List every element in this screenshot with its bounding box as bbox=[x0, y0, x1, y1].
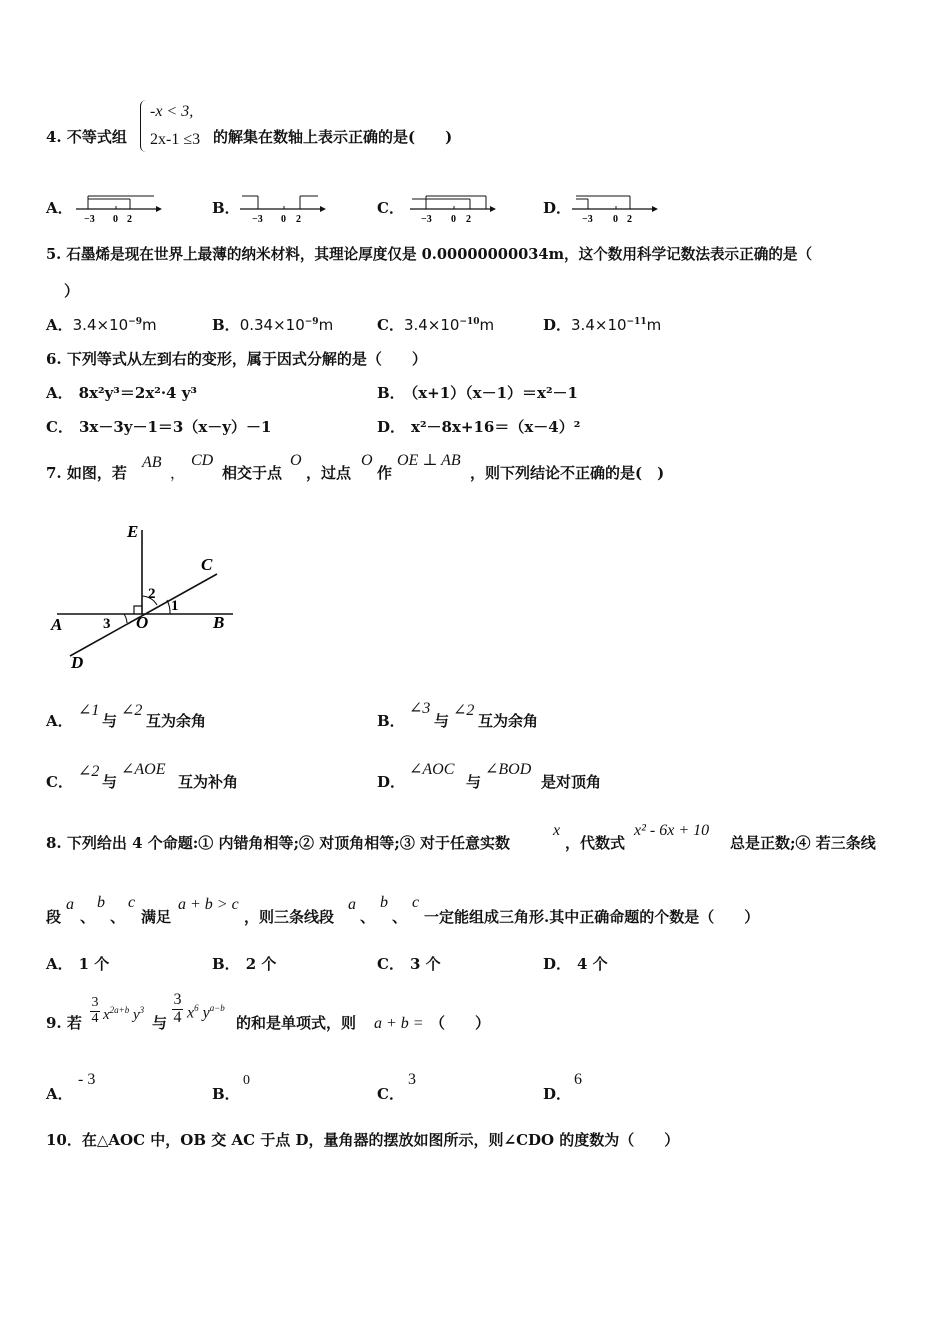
q8-ineq: a + b > c bbox=[178, 896, 239, 913]
q7-option-a-m2: ∠2 bbox=[121, 702, 143, 719]
q4-option-b-label[interactable]: B． bbox=[212, 199, 240, 217]
q9-term2-x: x bbox=[187, 1004, 195, 1022]
q9-option-c-value: 3 bbox=[408, 1071, 416, 1088]
q8-line1-a: 8. 下列给出 4 个命题:① 内错角相等;② 对顶角相等;③ 对于任意实数 bbox=[46, 834, 511, 852]
q8-option-a[interactable] bbox=[46, 957, 109, 972]
q7-option-c-end: 互为补角 bbox=[178, 773, 239, 791]
q7-stem-part4: 作 bbox=[377, 464, 393, 482]
q9-f2-den: 4 bbox=[173, 1008, 182, 1026]
q8-sep4: 、 bbox=[392, 908, 408, 926]
q4-system-line1: -x < 3, bbox=[150, 103, 194, 120]
q4c-tick-neg3: −3 bbox=[421, 214, 432, 225]
q7-option-d-end: 是对顶角 bbox=[541, 773, 602, 791]
q8-option-d-label: D． bbox=[543, 955, 572, 973]
q7-option-a-label[interactable]: A． bbox=[46, 712, 73, 730]
q5-option-a-unit: m bbox=[141, 316, 157, 334]
q8-option-c-label: C． bbox=[377, 955, 404, 973]
q9-stem-part3: （ ） bbox=[430, 1014, 491, 1032]
q7-figure bbox=[45, 518, 245, 678]
q8-option-d-text: 4 个 bbox=[577, 955, 608, 973]
q5-option-b-exp: −9 bbox=[304, 317, 319, 327]
q9-option-b-label[interactable]: B． bbox=[212, 1085, 240, 1103]
q9-option-a-value: - 3 bbox=[78, 1071, 96, 1088]
q9-option-d-label[interactable]: D． bbox=[543, 1085, 572, 1103]
q7-cd: CD bbox=[191, 452, 214, 469]
q5-option-a-coef: 3.4×10 bbox=[72, 316, 129, 334]
q7-option-c-mid: 与 bbox=[102, 773, 118, 791]
q6-option-c-label: C． bbox=[46, 418, 73, 436]
q9-stem-part1: 9. 若 bbox=[46, 1014, 82, 1032]
q9-term2-y: y bbox=[202, 1004, 210, 1022]
q6-option-a-text: 8x²y³＝2x²·4 y³ bbox=[78, 384, 197, 402]
q4-option-a-numberline[interactable] bbox=[74, 190, 174, 226]
q4d-tick-2: 2 bbox=[627, 214, 632, 225]
q8-sep1: 、 bbox=[80, 908, 96, 926]
q4a-tick-0: 0 bbox=[113, 214, 118, 225]
q9-term2 bbox=[187, 1004, 225, 1021]
q4b-tick-2: 2 bbox=[296, 214, 301, 225]
q7-option-b-m2: ∠2 bbox=[453, 702, 475, 719]
q7-stem-part5: ，则下列结论不正确的是( ) bbox=[470, 464, 665, 482]
label-d: D bbox=[71, 653, 84, 672]
q5-option-d-unit: m bbox=[646, 316, 662, 334]
q8-sep3: 、 bbox=[360, 908, 376, 926]
q6-option-b-text: （x+1）（x－1）＝x²－1 bbox=[410, 384, 578, 402]
q4-option-b-numberline[interactable] bbox=[238, 190, 338, 226]
q5-option-d-coef: 3.4×10 bbox=[571, 316, 627, 334]
q7-oe-perp-ab: OE ⊥ AB bbox=[397, 452, 461, 469]
q8-var-b2: b bbox=[380, 894, 388, 911]
q8-var-a2: a bbox=[348, 896, 356, 913]
q9-fraction-2 bbox=[172, 992, 183, 1027]
q4-system-brace bbox=[140, 100, 149, 152]
q8-option-b-label: B． bbox=[212, 955, 240, 973]
q7-option-b-m1: ∠3 bbox=[409, 700, 431, 717]
q9-option-d-value: 6 bbox=[574, 1071, 582, 1088]
q9-option-a-label[interactable]: A． bbox=[46, 1085, 73, 1103]
q9-option-c-label[interactable]: C． bbox=[377, 1085, 404, 1103]
q7-option-b-end: 互为余角 bbox=[478, 712, 539, 730]
q8-option-a-label: A． bbox=[46, 955, 73, 973]
label-1: 1 bbox=[171, 598, 179, 614]
q8-line2-b: 满足 bbox=[141, 908, 172, 926]
q9-f2-num: 3 bbox=[173, 991, 182, 1008]
q7-option-a-end: 互为余角 bbox=[146, 712, 207, 730]
q7-option-b-mid: 与 bbox=[434, 712, 450, 730]
label-c: C bbox=[201, 555, 213, 574]
label-2: 2 bbox=[148, 586, 156, 602]
label-e: E bbox=[127, 522, 139, 541]
q6-option-d-label: D． bbox=[377, 418, 406, 436]
q5-option-b-label: B． bbox=[212, 316, 240, 334]
q5-option-b-unit: m bbox=[318, 316, 334, 334]
q8-line1-b: ，代数式 bbox=[565, 834, 626, 852]
q9-f1-num: 3 bbox=[91, 995, 99, 1010]
q9-term2-xexp: 6 bbox=[194, 1003, 199, 1013]
q7-option-c-m1: ∠2 bbox=[78, 763, 100, 780]
q6-option-d[interactable] bbox=[377, 420, 580, 435]
q8-option-b-text: 2 个 bbox=[245, 955, 277, 973]
q9-term1-y: y bbox=[133, 1007, 140, 1023]
angle-3-arc bbox=[124, 614, 127, 623]
q4c-tick-0: 0 bbox=[451, 214, 456, 225]
q5-option-c-label: C． bbox=[377, 316, 404, 334]
q6-option-c[interactable] bbox=[46, 420, 271, 435]
q4-option-a-label[interactable]: A． bbox=[46, 199, 73, 217]
q5-option-c-coef: 3.4×10 bbox=[403, 316, 460, 334]
q10-stem: 10．在△AOC 中，OB 交 AC 于点 D，量角器的摆放如图所示，则∠CDO 的度数为（ ） bbox=[46, 1131, 680, 1149]
q8-option-d[interactable] bbox=[543, 957, 608, 972]
q5-option-b-coef: 0.34×10 bbox=[239, 316, 305, 334]
q6-option-b[interactable] bbox=[377, 386, 578, 401]
q4a-tick-2: 2 bbox=[127, 214, 132, 225]
q7-option-d-m1: ∠AOC bbox=[409, 761, 455, 778]
q4-option-c-numberline[interactable] bbox=[408, 190, 508, 226]
q4b-tick-neg3: −3 bbox=[252, 214, 263, 225]
q5-option-a-exp: −9 bbox=[128, 317, 142, 327]
q7-option-a-m1: ∠1 bbox=[78, 702, 100, 719]
q9-mid: 与 bbox=[152, 1014, 168, 1032]
q5-option-c-exp: −10 bbox=[459, 317, 480, 327]
q7-ab: AB bbox=[142, 454, 162, 471]
q7-stem-part2: 相交于点 bbox=[222, 464, 283, 482]
q8-line2-c: ，则三条线段 bbox=[244, 908, 335, 926]
q5-stem-end: ） bbox=[64, 282, 80, 300]
q4-system-line2: 2x-1 ≤3 bbox=[150, 131, 201, 148]
q7-stem-part3: ，过点 bbox=[306, 464, 352, 482]
q4d-tick-0: 0 bbox=[613, 214, 618, 225]
q9-term2-yexp: a−b bbox=[209, 1003, 225, 1013]
label-3: 3 bbox=[103, 616, 111, 632]
q7-option-d-label[interactable]: D． bbox=[377, 773, 406, 791]
q9-term1 bbox=[103, 1006, 144, 1023]
q5-option-d[interactable] bbox=[543, 318, 661, 333]
q4-option-d-numberline[interactable] bbox=[570, 190, 670, 226]
q4-option-d-label[interactable]: D． bbox=[543, 199, 572, 217]
q6-option-a[interactable] bbox=[46, 386, 197, 401]
angle-1-arc bbox=[167, 600, 170, 614]
q8-var-b: b bbox=[97, 894, 105, 911]
q9-term1-xexp: 2a+b bbox=[109, 1005, 130, 1015]
q7-option-c-label[interactable]: C． bbox=[46, 773, 73, 791]
q4-stem-prefix: 4. 不等式组 bbox=[46, 128, 127, 146]
q4c-tick-2: 2 bbox=[466, 214, 471, 225]
q4-stem-suffix: 的解集在数轴上表示正确的是( ) bbox=[213, 128, 453, 146]
q9-option-b-value: 0 bbox=[243, 1073, 250, 1088]
label-a: A bbox=[51, 615, 63, 634]
q9-expr: a + b = bbox=[374, 1015, 424, 1032]
q8-sep2: 、 bbox=[110, 908, 126, 926]
q8-line2-a: 段 bbox=[46, 908, 62, 926]
q4a-tick-neg3: −3 bbox=[84, 214, 95, 225]
q7-comma: ， bbox=[170, 464, 186, 482]
q5-option-d-exp: −11 bbox=[626, 317, 647, 327]
label-b: B bbox=[213, 613, 225, 632]
q9-fraction-1 bbox=[90, 996, 100, 1026]
q9-term1-x: x bbox=[103, 1007, 110, 1023]
q7-stem-part1: 7. 如图，若 bbox=[46, 464, 127, 482]
q5-option-c-unit: m bbox=[479, 316, 495, 334]
q6-option-d-text: x²－8x+16＝（x－4）² bbox=[411, 418, 581, 436]
q7-option-c-m2: ∠AOE bbox=[121, 761, 166, 778]
q6-option-c-text: 3x－3y－1＝3（x－y）－1 bbox=[78, 418, 272, 436]
q7-point-o1: O bbox=[290, 452, 302, 469]
q8-option-c-text: 3 个 bbox=[409, 955, 441, 973]
q7-option-a-mid: 与 bbox=[102, 712, 118, 730]
q5-stem: 5. 石墨烯是现在世界上最薄的纳米材料，其理论厚度仅是 0.00000000034m，这个数用科学记数法表示正确的是（ bbox=[46, 246, 813, 263]
q5-option-b[interactable] bbox=[212, 318, 333, 333]
q8-line2-d: 一定能组成三角形.其中正确命题的个数是（ ） bbox=[424, 908, 760, 926]
q8-expr: x² - 6x + 10 bbox=[634, 822, 710, 839]
q4-option-c-label[interactable]: C． bbox=[377, 199, 404, 217]
q5-option-a-label: A． bbox=[46, 316, 73, 334]
q8-option-b[interactable] bbox=[212, 957, 276, 972]
q6-option-a-label: A． bbox=[46, 384, 73, 402]
q7-option-b-label[interactable]: B． bbox=[377, 712, 405, 730]
q5-option-c[interactable] bbox=[377, 318, 494, 333]
q8-x: x bbox=[553, 822, 561, 839]
q9-term1-yexp: 3 bbox=[139, 1005, 145, 1015]
q8-line1-c: 总是正数;④ 若三条线 bbox=[730, 834, 876, 852]
q8-var-a: a bbox=[66, 896, 74, 913]
q8-var-c: c bbox=[128, 894, 136, 911]
q8-var-c2: c bbox=[412, 894, 420, 911]
q7-option-d-m2: ∠BOD bbox=[485, 761, 532, 778]
q4b-tick-0: 0 bbox=[281, 214, 286, 225]
q9-f1-den: 4 bbox=[91, 1010, 99, 1026]
q7-point-o2: O bbox=[361, 452, 373, 469]
q6-stem: 6. 下列等式从左到右的变形，属于因式分解的是（ ） bbox=[46, 350, 427, 368]
label-o: O bbox=[136, 613, 149, 632]
q4d-tick-neg3: −3 bbox=[582, 214, 593, 225]
q5-option-d-label: D． bbox=[543, 316, 572, 334]
q6-option-b-label: B． bbox=[377, 384, 405, 402]
q8-option-a-text: 1 个 bbox=[78, 955, 110, 973]
q5-option-a[interactable] bbox=[46, 318, 157, 333]
q8-option-c[interactable] bbox=[377, 957, 441, 972]
q9-stem-part2: 的和是单项式，则 bbox=[236, 1014, 357, 1032]
q7-option-d-mid: 与 bbox=[466, 773, 482, 791]
